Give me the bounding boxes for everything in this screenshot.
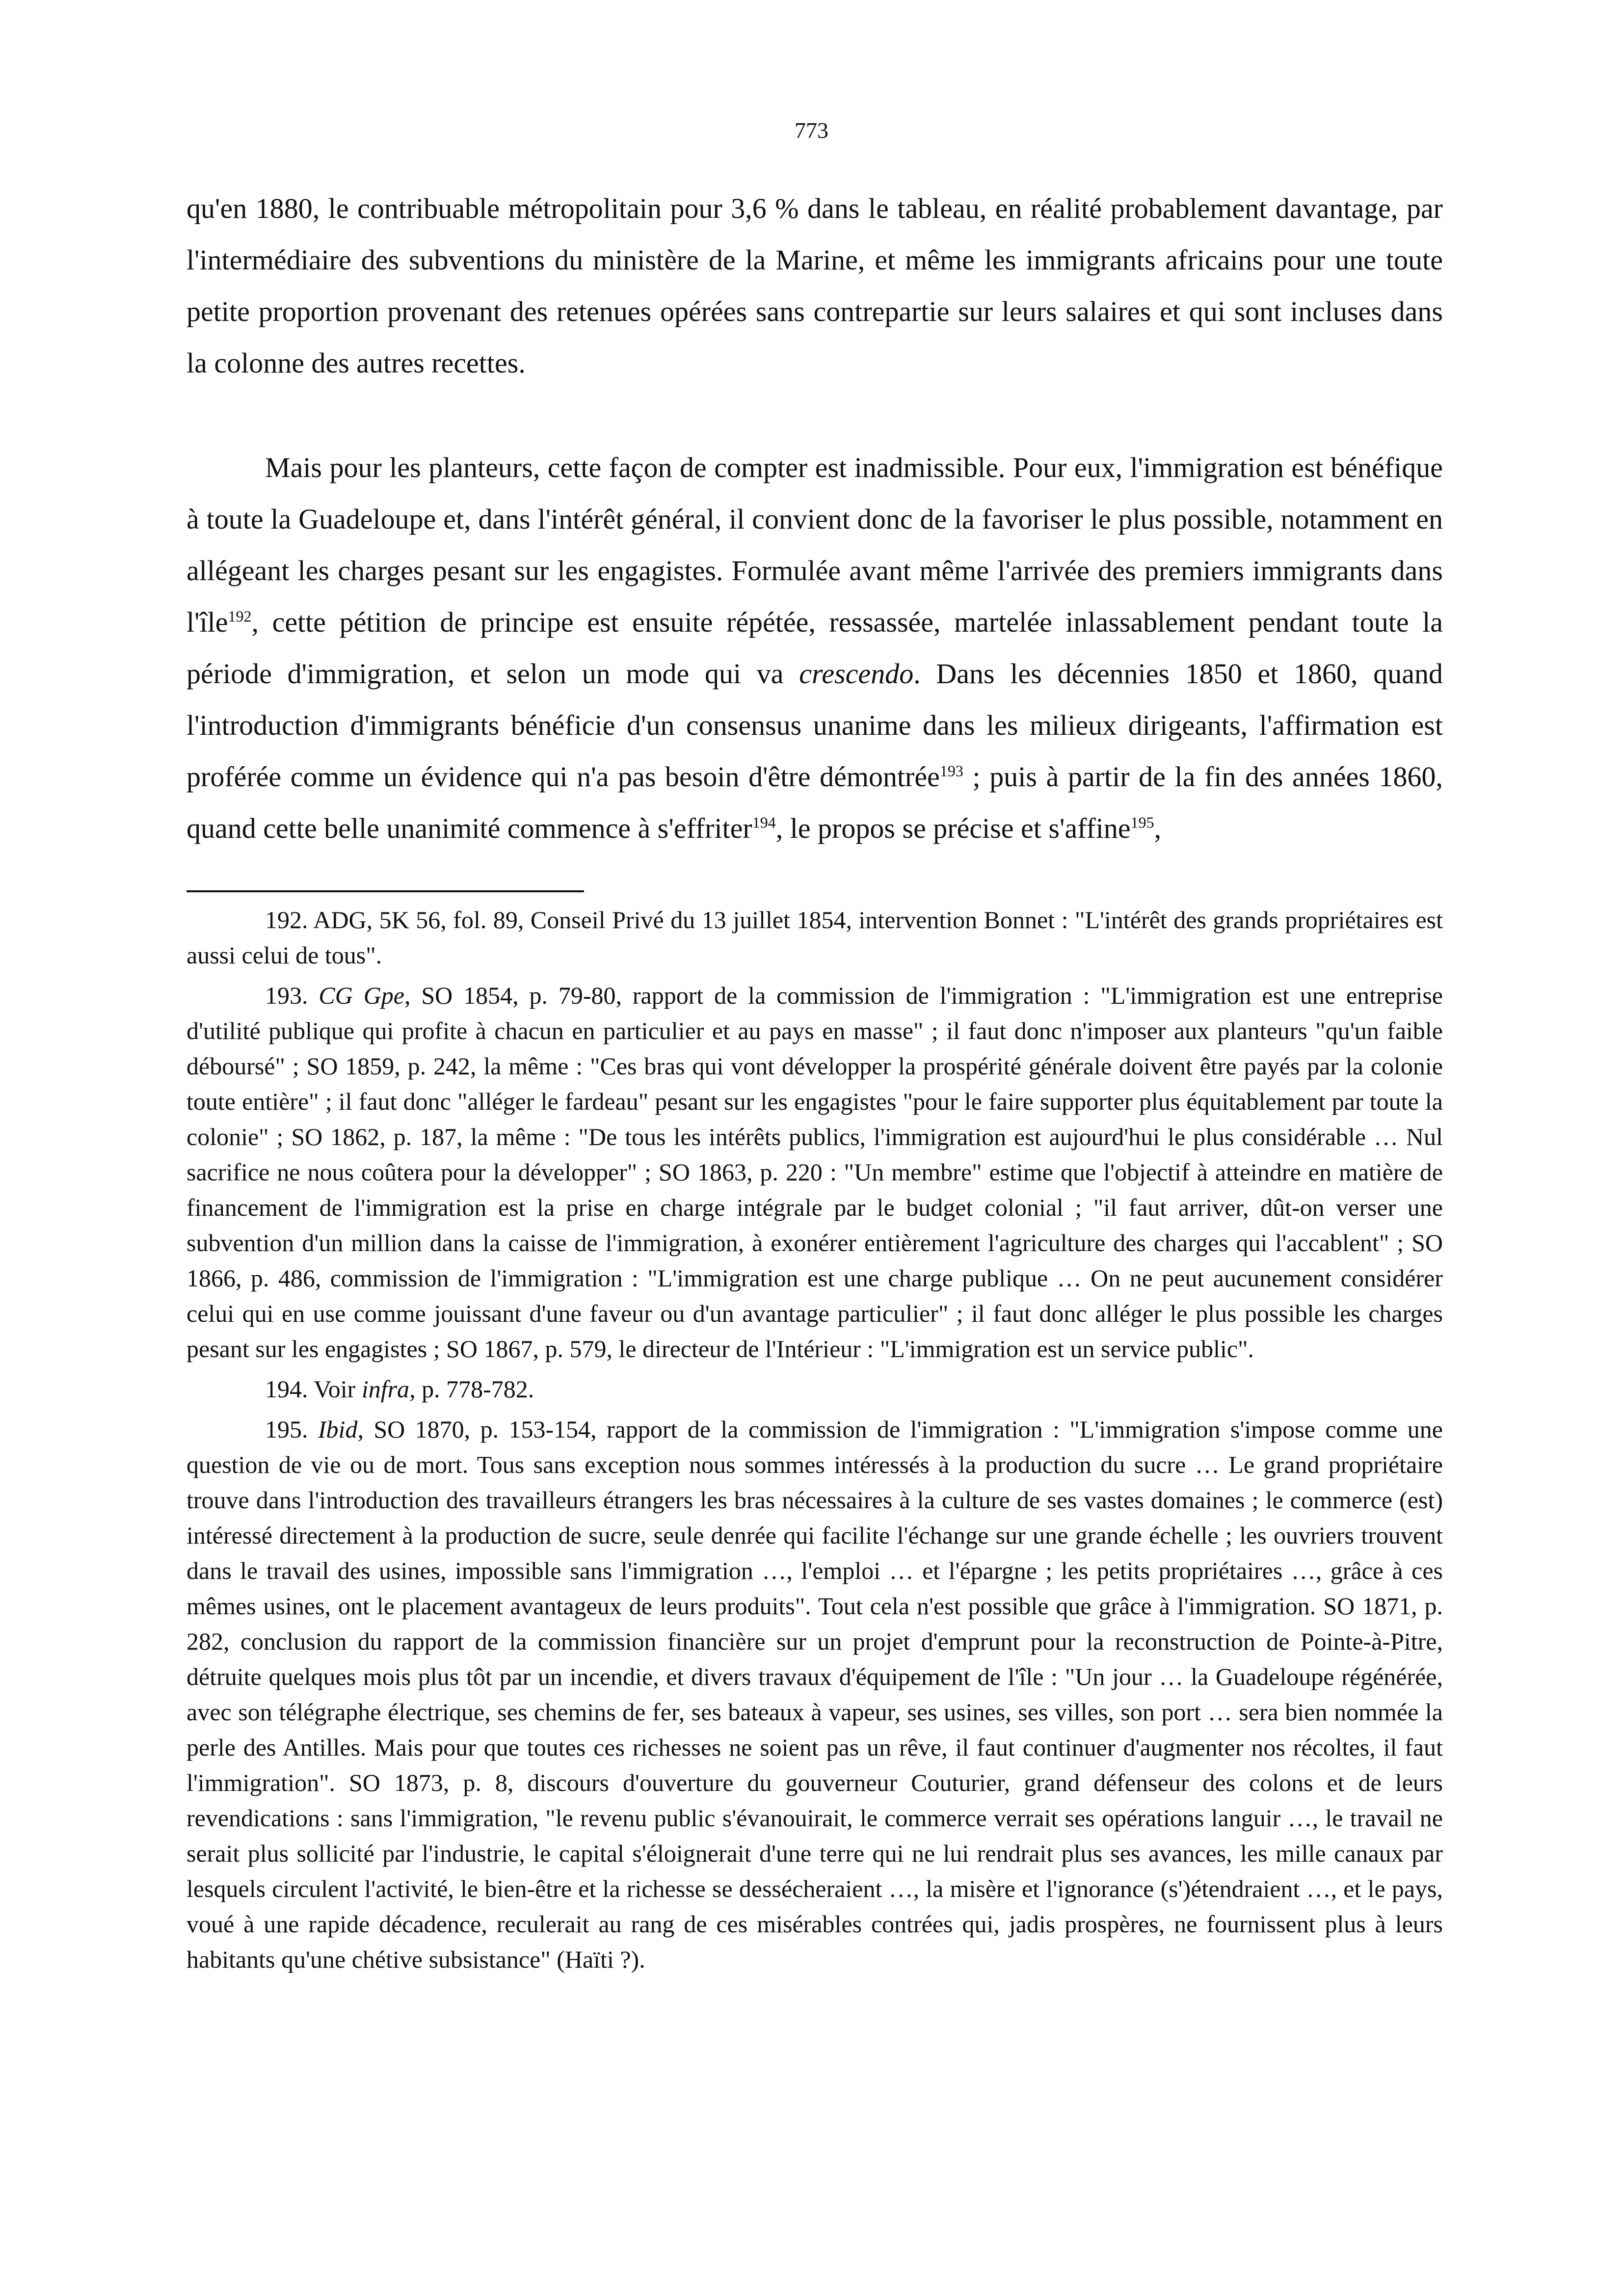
footnote-194-italic: infra bbox=[361, 1375, 410, 1403]
footnote-194-prefix: 194. Voir bbox=[265, 1375, 362, 1403]
paragraph-2-italic-crescendo: crescendo bbox=[799, 658, 914, 690]
paragraph-2-text-d: ; puis à partir de la fin des années 1860, quand cette belle unanimité commence à s'effriter bbox=[186, 761, 1443, 844]
footnote-193-text: , SO 1854, p. 79-80, rapport de la commission de l'immigration : "L'immigration est une entreprise d'utilité publique qui profite à chacun en particulier et au pays en masse" ; il faut donc n'imposer aux planteurs "qu'un faible déboursé" ; SO 1859, p. 242, la même : "Ces bras qui vont développer la prospérité générale doivent être payés par la colonie toute entière" ; il faut donc "alléger le fardeau" pesant sur les engagistes "pour le faire supporter plus équitablement par toute la colonie" ; SO 1862, p. 187, la même : "De tous les intérêts publics, l'immigration est aujourd'hui le plus considérable … Nul sacrifice ne nous coûtera pour la développer" ; SO 1863, p. 220 : "Un membre" estime que l'objectif à atteindre en matière de financement de l'immigration est la prise en charge intégrale par le budget colonial ; "il faut arriver, dût-on verser une subvention d'un million dans la caisse de l'immigration, à exonérer entièrement l'agriculture des charges qui l'accablent" ; SO 1866, p. 486, commission de l'immigration : "L'immigration est une charge publique … On ne peut aucunement considérer celui qui en use comme jouissant d'une faveur ou d'un avantage particulier" ; il faut donc alléger le plus possible les charges pesant sur les engagistes ; SO 1867, p. 579, le directeur de l'Intérieur : "L'immigration est un service public". bbox=[186, 982, 1443, 1362]
paragraph-1 bbox=[186, 183, 1443, 389]
footnote-192 bbox=[186, 902, 1443, 973]
footnote-194 bbox=[186, 1371, 1443, 1407]
paragraph-2-text-a: Mais pour les planteurs, cette façon de compter est inadmissible. Pour eux, l'immigration est bénéfique à toute la Guadeloupe et, dans l'intérêt général, il convient donc de la favoriser le plus possible, notamment en allégeant les charges pesant sur les engagistes. Formulée avant même l'arrivée des premiers immigrants dans l'île bbox=[186, 452, 1443, 638]
paragraph-1-text: qu'en 1880, le contribuable métropolitain pour 3,6 % dans le tableau, en réalité probablement davantage, par l'intermédiaire des subventions du ministère de la Marine, et même les immigrants africains pour une toute petite proportion provenant des retenues opérées sans contrepartie sur leurs salaires et qui sont incluses dans la colonne des autres recettes. bbox=[186, 192, 1443, 379]
footnote-195-text: , SO 1870, p. 153-154, rapport de la commission de l'immigration : "L'immigration s'impose comme une question de vie ou de mort. Tous sans exception nous sommes intéressés à la production du sucre … Le grand propriétaire trouve dans l'introduction des travailleurs étrangers les bras nécessaires à la culture de ses vastes domaines ; le commerce (est) intéressé directement à la production de sucre, seule denrée qui facilite l'échange sur une grande échelle ; les ouvriers trouvent dans le travail des usines, impossible sans l'immigration …, l'emploi … et l'épargne ; les petits propriétaires …, grâce à ces mêmes usines, ont le placement avantageux de leurs produits". Tout cela n'est possible que grâce à l'immigration. SO 1871, p. 282, conclusion du rapport de la commission financière sur un projet d'emprunt pour la reconstruction de Pointe-à-Pitre, détruite quelques mois plus tôt par un incendie, et divers travaux d'équipement de l'île : "Un jour … la Guadeloupe régénérée, avec son télégraphe électrique, ses chemins de fer, ses bateaux à vapeur, ses usines, ses villes, son port … sera bien nommée la perle des Antilles. Mais pour que toutes ces richesses ne soient pas un rêve, il faut continuer d'augmenter nos récoltes, il faut l'immigration". SO 1873, p. 8, discours d'ouverture du gouverneur Couturier, grand défenseur des colons et de leurs revendications : sans l'immigration, "le revenu public s'évanouirait, le commerce verrait ses opérations languir …, le travail ne serait plus sollicité par l'industrie, le capital s'éloignerait d'une terre qui ne lui rendrait plus ses avances, les mille canaux par lesquels circulent l'activité, le bien-être et la richesse se dessécheraient …, la misère et l'ignorance (s')étendraient …, et le pays, voué à une rapide décadence, reculerait au rang de ces misérables contrées qui, jadis prospères, ne fournissent plus à leurs habitants qu'une chétive subsistance" (Haïti ?). bbox=[186, 1415, 1443, 1973]
footnote-195-prefix: 195. bbox=[265, 1415, 318, 1443]
paragraph-2-text-b: , cette pétition de principe est ensuite répétée, ressassée, martelée inlassablement pendant toute la période d'immigration, et selon un mode qui va bbox=[186, 606, 1443, 690]
page-number: 773 bbox=[795, 118, 828, 143]
paragraph-2-text-c: . Dans les décennies 1850 et 1860, quand l'introduction d'immigrants bénéficie d'un consensus unanime dans les milieux dirigeants, l'affirmation est proférée comme un évidence qui n'a pas besoin d'être démontrée bbox=[186, 658, 1443, 793]
footnote-193 bbox=[186, 978, 1443, 1366]
footnote-193-prefix: 193. bbox=[265, 982, 319, 1009]
footnote-193-italic: CG Gpe bbox=[319, 982, 404, 1009]
paragraph-2-text-f: , bbox=[1154, 812, 1162, 844]
footnote-ref-194[interactable]: 194 bbox=[752, 813, 776, 831]
footnote-ref-192[interactable]: 192 bbox=[228, 607, 252, 625]
paragraph-2 bbox=[186, 442, 1443, 854]
footnotes bbox=[186, 902, 1443, 1982]
main-text bbox=[186, 183, 1443, 854]
footnote-ref-195[interactable]: 195 bbox=[1130, 813, 1154, 831]
footnote-ref-193[interactable]: 193 bbox=[939, 762, 963, 780]
footnote-separator bbox=[186, 890, 584, 892]
footnote-195 bbox=[186, 1412, 1443, 1977]
footnote-192-text: 192. ADG, 5K 56, fol. 89, Conseil Privé du 13 juillet 1854, intervention Bonnet : "L'intérêt des grands propriétaires est aussi celui de tous". bbox=[186, 906, 1443, 969]
paragraph-2-text-e: , le propos se précise et s'affine bbox=[775, 812, 1131, 844]
footnote-195-italic: Ibid bbox=[318, 1415, 358, 1443]
footnote-194-text: , p. 778-782. bbox=[409, 1375, 534, 1403]
